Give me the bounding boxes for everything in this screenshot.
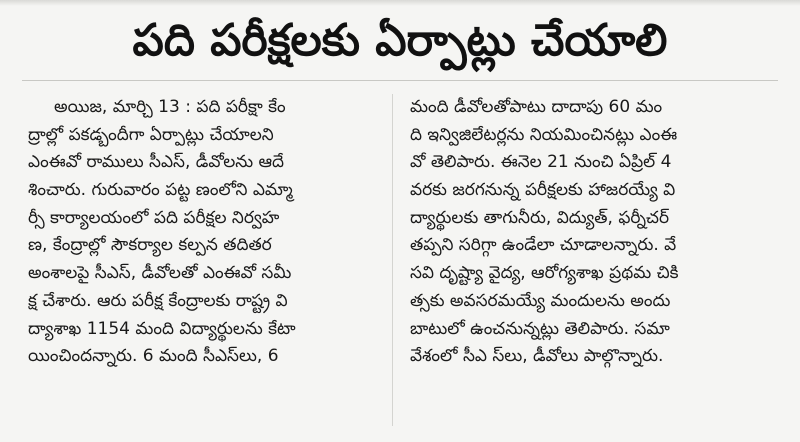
article-headline: పది పరీక్షలకు ఏర్పాట్లు చేయాలి — [132, 15, 668, 66]
right-column — [410, 94, 760, 371]
article-line: అంశాలపై సీఎస్, డీవోలతో ఎంఈవో సమీ — [28, 263, 292, 284]
article-line: ర్సీ కార్యాలయంలో పది పరీక్షల నిర్వహ — [28, 207, 280, 228]
article-line: తప్పని సరిగ్గా ఉండేలా చూడాలన్నారు. వే — [410, 235, 677, 256]
article-line: మంది డీవోలతోపాటు దాదాపు 60 మం — [410, 97, 663, 117]
article-line: త్సకు అవసరమయ్యే మందులను అందు — [410, 290, 671, 311]
article-line: యించిందన్నారు. 6 మంది సీఎస్‌లు, 6 — [28, 346, 279, 367]
left-column — [28, 94, 378, 371]
article-line: ద్రాల్లో పకడ్బందీగా ఏర్పాట్లు చేయాలని — [28, 124, 274, 145]
article-line: ణ, కేంద్రాల్లో సౌకర్యాల కల్పన తదితర — [28, 235, 272, 256]
article-line: శించారు. గురువారం పట్ట ణంలోని ఎమ్మా — [28, 180, 293, 201]
article-line: ద్యార్థులకు తాగునీరు, విద్యుత్, ఫర్నీచర్ — [410, 207, 670, 228]
column-divider — [392, 94, 393, 426]
article-line: బాటులో ఉంచనున్నట్లు తెలిపారు. సమా — [410, 318, 670, 339]
headline-divider — [22, 80, 778, 81]
top-edge — [0, 0, 800, 6]
article-line: అయిజ, మార్చి 13 : పది పరీక్షా కేం — [54, 97, 286, 117]
article-line: వేశంలో సీఎ స్‌లు, డీవోలు పాల్గొన్నారు. — [410, 346, 664, 367]
article-line: ది ఇన్విజిలేటర్లను నియమించినట్లు ఎంఈ — [410, 124, 678, 145]
article-line: వరకు జరగనున్న పరీక్షలకు హాజరయ్యే వి — [410, 180, 676, 201]
article-line: సవి దృష్ట్యా వైద్య, ఆరోగ్యశాఖ ప్రథమ చికి — [410, 263, 679, 284]
article-line: క్ష చేశారు. ఆరు పరీక్ష కేంద్రాలకు రాష్ట్ర వి — [28, 290, 288, 311]
article-line: ఎంఈవో రాములు సీఎస్, డీవోలను ఆదే — [28, 152, 285, 173]
article-line: వో తెలిపారు. ఈనెల 21 నుంచి ఏప్రిల్ 4 — [410, 152, 672, 173]
article-line: ద్యాశాఖ 1154 మంది విద్యార్థులను కేటా — [28, 318, 296, 339]
